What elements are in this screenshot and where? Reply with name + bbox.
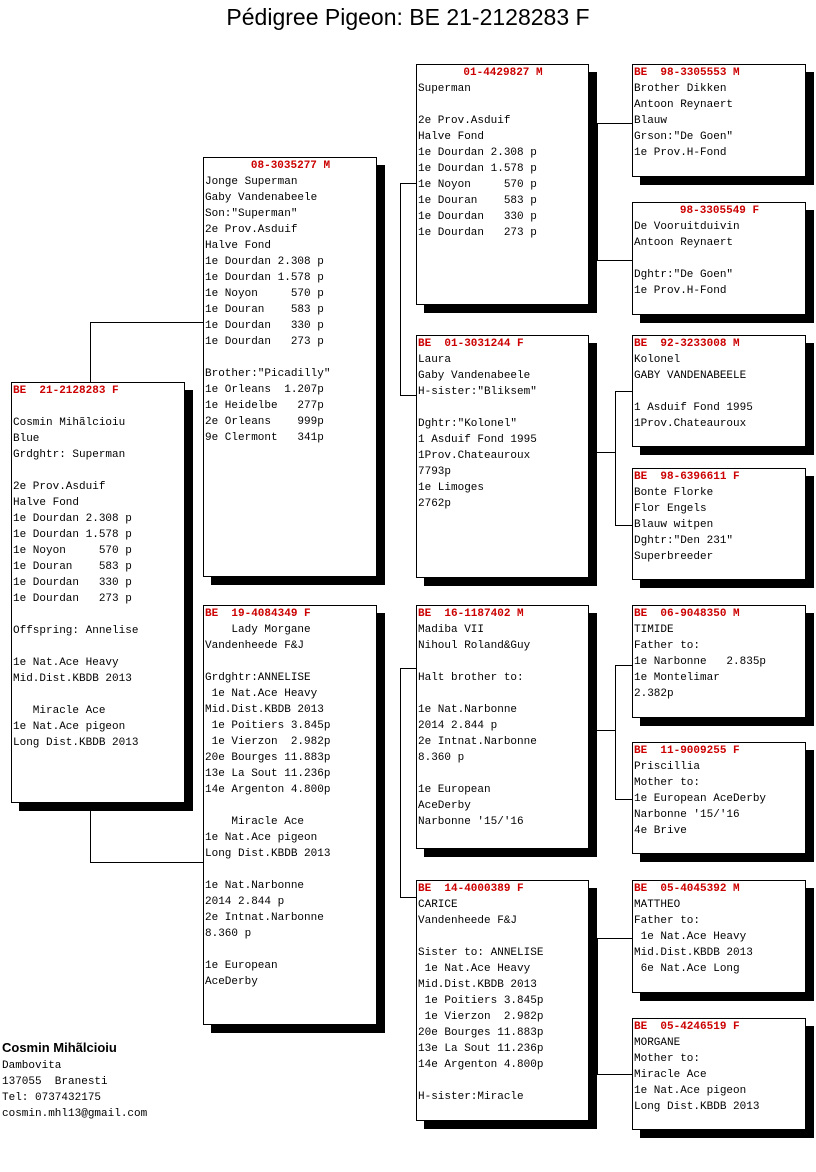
card-line: Miracle Ace bbox=[13, 705, 106, 717]
card-line: 1e Nat.Ace pigeon bbox=[13, 721, 126, 733]
card-line: 4e Brive bbox=[634, 825, 687, 837]
card-line: Laura bbox=[418, 354, 452, 366]
ring-number: BE 16-1187402 M bbox=[418, 608, 524, 620]
connector bbox=[400, 395, 417, 396]
card-line: 1e Montelimar bbox=[634, 672, 720, 684]
card-line: Halve Fond bbox=[418, 131, 485, 143]
card-line: Son:"Superman" bbox=[205, 208, 298, 220]
card-line: Narbonne '15/'16 bbox=[418, 816, 524, 828]
card-line: 1e Nat.Narbonne bbox=[205, 880, 305, 892]
card-line: 14e Argenton 4.800p bbox=[205, 784, 331, 796]
card-line: Lady Morgane bbox=[205, 624, 311, 636]
card-line bbox=[418, 686, 588, 702]
connector bbox=[90, 322, 91, 384]
card-line bbox=[418, 766, 588, 782]
card-details bbox=[418, 622, 588, 830]
sire-sire-sire-card bbox=[632, 64, 806, 177]
sire-dam-card bbox=[416, 335, 589, 578]
card-line: 9e Clermont 341p bbox=[205, 432, 324, 444]
card-line: 1e Orleans 1.207p bbox=[205, 384, 324, 396]
card-line: Miracle Ace bbox=[634, 1069, 707, 1081]
dam-card bbox=[203, 605, 377, 1025]
card-line bbox=[13, 639, 184, 655]
card-line bbox=[418, 1073, 588, 1089]
card-line: 1e Nat.Ace Heavy bbox=[205, 688, 318, 700]
ring-number: BE 98-6396611 F bbox=[634, 471, 740, 483]
card-line bbox=[13, 687, 184, 703]
card-line bbox=[205, 350, 376, 366]
connector bbox=[615, 391, 633, 392]
card-line: De Vooruitduivin bbox=[634, 221, 740, 233]
card-line: 1e Douran 583 p bbox=[13, 561, 132, 573]
card-line bbox=[205, 942, 376, 958]
card-line: 1e Dourdan 330 p bbox=[205, 320, 324, 332]
card-line: Madiba VII bbox=[418, 624, 485, 636]
owner-info bbox=[2, 1040, 147, 1122]
dam-dam-dam-card bbox=[632, 1018, 806, 1130]
card-line: Grdghtr:ANNELISE bbox=[205, 672, 311, 684]
sire-card bbox=[203, 157, 377, 577]
card-line: Mother to: bbox=[634, 1053, 701, 1065]
card-line: Jonge Superman bbox=[205, 176, 298, 188]
card-details bbox=[634, 1035, 805, 1115]
card-line: Grdghtr: Superman bbox=[13, 449, 126, 461]
ring-number: BE 05-4045392 M bbox=[634, 883, 740, 895]
connector bbox=[90, 322, 204, 323]
owner-name: Cosmin Mihãlcioiu bbox=[2, 1040, 117, 1055]
sire-dam-sire-card bbox=[632, 335, 806, 447]
connector bbox=[597, 938, 598, 1075]
card-details bbox=[634, 81, 805, 161]
owner-email: cosmin.mhl13@gmail.com bbox=[2, 1108, 148, 1120]
card-line: 1e Dourdan 330 p bbox=[13, 577, 132, 589]
card-line: MATTHEO bbox=[634, 899, 681, 911]
card-line: 1e Noyon 570 p bbox=[13, 545, 132, 557]
card-line: 20e Bourges 11.883p bbox=[418, 1027, 544, 1039]
connector bbox=[615, 391, 616, 526]
owner-line: 137055 Branesti bbox=[2, 1076, 108, 1088]
card-line bbox=[634, 384, 805, 400]
card-line: Mother to: bbox=[634, 777, 701, 789]
card-line: Long Dist.KBDB 2013 bbox=[13, 737, 139, 749]
card-line: 8.360 p bbox=[418, 752, 465, 764]
connector bbox=[588, 1000, 598, 1001]
dam-dam-card bbox=[416, 880, 589, 1121]
card-line: 2e Prov.Asduif bbox=[418, 115, 511, 127]
card-line: 1e European AceDerby bbox=[634, 793, 767, 805]
dam-dam-sire-card bbox=[632, 880, 806, 993]
card-line: 1e Narbonne 2.835p bbox=[634, 656, 767, 668]
card-line: 1e Limoges bbox=[418, 482, 485, 494]
card-line: Brother Dikken bbox=[634, 83, 727, 95]
card-line: Vandenheede F&J bbox=[418, 915, 518, 927]
card-line bbox=[418, 929, 588, 945]
card-line: Sister to: ANNELISE bbox=[418, 947, 544, 959]
card-line: Gaby Vandenabeele bbox=[205, 192, 318, 204]
card-line: Dghtr:"Kolonel" bbox=[418, 418, 518, 430]
card-details bbox=[418, 352, 588, 512]
ring-number: BE 19-4084349 F bbox=[205, 608, 311, 620]
connector bbox=[597, 1074, 633, 1075]
card-line: 8.360 p bbox=[205, 928, 252, 940]
card-line: 1e Dourdan 330 p bbox=[418, 211, 537, 223]
card-line: MORGANE bbox=[634, 1037, 681, 1049]
card-line: Brother:"Picadilly" bbox=[205, 368, 331, 380]
card-line: TIMIDE bbox=[634, 624, 674, 636]
connector bbox=[400, 183, 401, 396]
card-details bbox=[13, 399, 184, 751]
card-line: 1e Nat.Ace Heavy bbox=[634, 931, 747, 943]
connector bbox=[400, 897, 417, 898]
card-line: 1e European bbox=[418, 784, 491, 796]
card-line: 1e Vierzon 2.982p bbox=[205, 736, 331, 748]
card-line: 1e Dourdan 1.578 p bbox=[205, 272, 324, 284]
card-line: 13e La Sout 11.236p bbox=[418, 1043, 544, 1055]
card-line: 1Prov.Chateauroux bbox=[634, 418, 747, 430]
card-details bbox=[205, 622, 376, 990]
ring-number: BE 01-3031244 F bbox=[418, 338, 524, 350]
card-line: 1e Dourdan 1.578 p bbox=[13, 529, 132, 541]
card-line: Vandenheede F&J bbox=[205, 640, 305, 652]
card-line: 1e Dourdan 273 p bbox=[13, 593, 132, 605]
card-line: 2e Orleans 999p bbox=[205, 416, 324, 428]
card-line: 7793p bbox=[418, 466, 452, 478]
card-line: 2762p bbox=[418, 498, 452, 510]
ring-number: 01-4429827 M bbox=[463, 67, 543, 79]
ring-number: 98-3305549 F bbox=[679, 205, 760, 217]
card-line: Gaby Vandenabeele bbox=[418, 370, 531, 382]
card-line: 1e Nat.Ace pigeon bbox=[205, 832, 318, 844]
card-line: 2.382p bbox=[634, 688, 674, 700]
card-line bbox=[634, 251, 805, 267]
card-details bbox=[418, 81, 588, 241]
card-line: 1e Nat.Ace pigeon bbox=[634, 1085, 747, 1097]
connector bbox=[90, 862, 204, 863]
card-line: Narbonne '15/'16 bbox=[634, 809, 740, 821]
dam-sire-dam-card bbox=[632, 742, 806, 854]
card-line: 1e European bbox=[205, 960, 278, 972]
card-line: Antoon Reynaert bbox=[634, 99, 734, 111]
page-title: Pédigree Pigeon: BE 21-2128283 F bbox=[226, 4, 590, 30]
card-line: 1e Prov.H-Fond bbox=[634, 147, 727, 159]
connector bbox=[615, 665, 616, 800]
card-line bbox=[13, 399, 184, 415]
card-line bbox=[418, 97, 588, 113]
card-line: Bonte Florke bbox=[634, 487, 714, 499]
card-line: Father to: bbox=[634, 915, 701, 927]
card-line: Halve Fond bbox=[205, 240, 272, 252]
connector bbox=[597, 260, 633, 261]
connector bbox=[588, 730, 616, 731]
ring-number: BE 92-3233008 M bbox=[634, 338, 740, 350]
card-line bbox=[205, 654, 376, 670]
owner-line: Tel: 0737432175 bbox=[2, 1092, 102, 1104]
connector bbox=[615, 525, 633, 526]
card-line: Blauw witpen bbox=[634, 519, 714, 531]
card-line: 1e Nat.Ace Heavy bbox=[13, 657, 119, 669]
connector bbox=[400, 668, 417, 669]
connector bbox=[400, 183, 417, 184]
card-details bbox=[634, 759, 805, 839]
card-line: Superman bbox=[418, 83, 471, 95]
ring-number: BE 06-9048350 M bbox=[634, 608, 740, 620]
card-line: 1e Dourdan 2.308 p bbox=[13, 513, 132, 525]
subject-pigeon-card bbox=[11, 382, 185, 803]
card-details bbox=[634, 352, 805, 432]
card-line: Kolonel bbox=[634, 354, 681, 366]
ring-number: BE 21-2128283 F bbox=[13, 385, 119, 397]
card-line: 1 Asduif Fond 1995 bbox=[634, 402, 753, 414]
card-line: Blauw bbox=[634, 115, 668, 127]
card-details bbox=[634, 485, 805, 565]
connector bbox=[400, 668, 401, 898]
card-line: Mid.Dist.KBDB 2013 bbox=[634, 947, 753, 959]
card-line bbox=[205, 798, 376, 814]
card-line: AceDerby bbox=[418, 800, 471, 812]
card-line: Cosmin Mihãlcioiu bbox=[13, 417, 126, 429]
card-line: 20e Bourges 11.883p bbox=[205, 752, 331, 764]
card-line: Mid.Dist.KBDB 2013 bbox=[418, 979, 537, 991]
card-line: Halt brother to: bbox=[418, 672, 524, 684]
card-line: 14e Argenton 4.800p bbox=[418, 1059, 544, 1071]
card-line: 6e Nat.Ace Long bbox=[634, 963, 740, 975]
card-line: Mid.Dist.KBDB 2013 bbox=[13, 673, 132, 685]
sire-dam-dam-card bbox=[632, 468, 806, 580]
card-line: Father to: bbox=[634, 640, 701, 652]
ring-number: BE 14-4000389 F bbox=[418, 883, 524, 895]
card-line: H-sister:Miracle bbox=[418, 1091, 524, 1103]
card-line: Offspring: Annelise bbox=[13, 625, 139, 637]
card-line: 1 Asduif Fond 1995 bbox=[418, 434, 537, 446]
card-line: 1e Poitiers 3.845p bbox=[205, 720, 331, 732]
card-line bbox=[13, 607, 184, 623]
connector bbox=[588, 185, 598, 186]
card-line: 1e Dourdan 2.308 p bbox=[205, 256, 324, 268]
card-line: 2e Intnat.Narbonne bbox=[205, 912, 324, 924]
card-line: Grson:"De Goen" bbox=[634, 131, 734, 143]
sire-sire-card bbox=[416, 64, 589, 305]
card-line: 1e Dourdan 1.578 p bbox=[418, 163, 537, 175]
card-line: 2e Prov.Asduif bbox=[205, 224, 298, 236]
card-line bbox=[205, 862, 376, 878]
card-line bbox=[13, 463, 184, 479]
card-line: 1e Nat.Narbonne bbox=[418, 704, 518, 716]
card-line: 1e Poitiers 3.845p bbox=[418, 995, 544, 1007]
card-line: Nihoul Roland&Guy bbox=[418, 640, 531, 652]
connector bbox=[90, 803, 91, 863]
card-line: 1e Douran 583 p bbox=[418, 195, 537, 207]
connector bbox=[597, 123, 633, 124]
sire-sire-dam-card bbox=[632, 202, 806, 315]
card-line: Blue bbox=[13, 433, 40, 445]
card-line: 2e Intnat.Narbonne bbox=[418, 736, 537, 748]
owner-line: Dambovita bbox=[2, 1060, 62, 1072]
card-line: Superbreeder bbox=[634, 551, 714, 563]
card-line: Long Dist.KBDB 2013 bbox=[205, 848, 331, 860]
card-line: Priscillia bbox=[634, 761, 701, 773]
card-line bbox=[418, 654, 588, 670]
card-line: Halve Fond bbox=[13, 497, 80, 509]
card-line: Flor Engels bbox=[634, 503, 707, 515]
card-line: 1e Dourdan 2.308 p bbox=[418, 147, 537, 159]
card-line: 13e La Sout 11.236p bbox=[205, 768, 331, 780]
card-line: 1Prov.Chateauroux bbox=[418, 450, 531, 462]
card-line: 1e Heidelbe 277p bbox=[205, 400, 324, 412]
dam-sire-sire-card bbox=[632, 605, 806, 718]
card-line: CARICE bbox=[418, 899, 458, 911]
connector bbox=[597, 123, 598, 261]
card-line: 2014 2.844 p bbox=[205, 896, 285, 908]
card-line: Long Dist.KBDB 2013 bbox=[634, 1101, 760, 1113]
ring-number: BE 11-9009255 F bbox=[634, 745, 740, 757]
card-line: 1e Nat.Ace Heavy bbox=[418, 963, 531, 975]
card-line: H-sister:"Bliksem" bbox=[418, 386, 537, 398]
ring-number: 08-3035277 M bbox=[250, 160, 331, 172]
card-line: GABY VANDENABEELE bbox=[634, 370, 747, 382]
connector bbox=[615, 799, 633, 800]
card-line: 1e Dourdan 273 p bbox=[418, 227, 537, 239]
card-line: 1e Prov.H-Fond bbox=[634, 285, 727, 297]
ring-number: BE 98-3305553 M bbox=[634, 67, 740, 79]
card-line: AceDerby bbox=[205, 976, 258, 988]
card-details bbox=[634, 897, 805, 977]
card-line: Antoon Reynaert bbox=[634, 237, 734, 249]
card-line: Dghtr:"De Goen" bbox=[634, 269, 734, 281]
card-line: 1e Noyon 570 p bbox=[205, 288, 324, 300]
connector bbox=[597, 938, 633, 939]
card-line bbox=[418, 400, 588, 416]
card-line: 2e Prov.Asduif bbox=[13, 481, 106, 493]
card-details bbox=[634, 219, 805, 299]
card-line: 1e Douran 583 p bbox=[205, 304, 324, 316]
card-details bbox=[418, 897, 588, 1105]
card-line: 1e Dourdan 273 p bbox=[205, 336, 324, 348]
card-line: 1e Noyon 570 p bbox=[418, 179, 537, 191]
connector bbox=[588, 452, 616, 453]
dam-sire-card bbox=[416, 605, 589, 849]
ring-number: BE 05-4246519 F bbox=[634, 1021, 740, 1033]
card-line: 1e Vierzon 2.982p bbox=[418, 1011, 544, 1023]
card-line: Dghtr:"Den 231" bbox=[634, 535, 734, 547]
card-line: Miracle Ace bbox=[205, 816, 305, 828]
card-line: 2014 2.844 p bbox=[418, 720, 498, 732]
connector bbox=[615, 665, 633, 666]
card-details bbox=[205, 174, 376, 446]
card-line: Mid.Dist.KBDB 2013 bbox=[205, 704, 324, 716]
card-details bbox=[634, 622, 805, 702]
